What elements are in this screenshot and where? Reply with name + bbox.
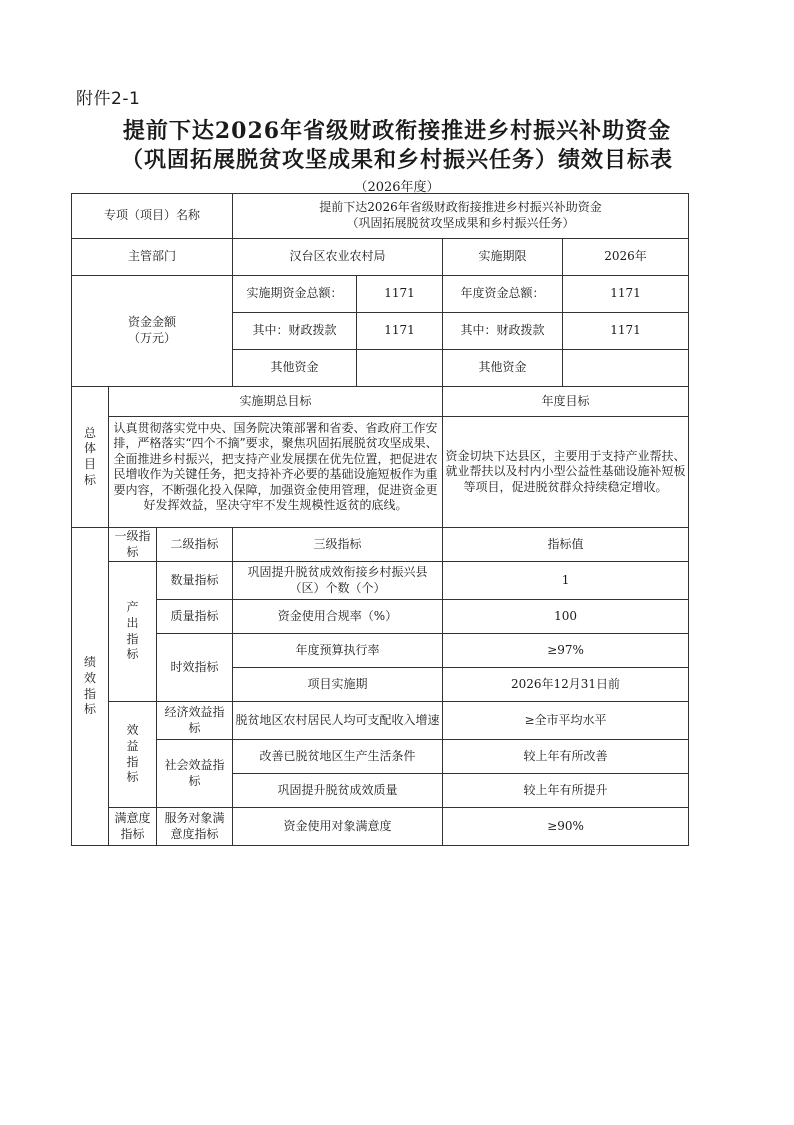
indicator-header-row xyxy=(72,528,689,562)
document-title-line-2: （巩固拓展脱贫攻坚成果和乡村振兴任务）绩效目标表 xyxy=(120,147,673,173)
level2-cell: 社会效益指标 xyxy=(157,740,233,808)
value-cell: ≥全市平均水平 xyxy=(443,702,689,740)
level2-cell: 经济效益指标 xyxy=(157,702,233,740)
goals-header-row xyxy=(72,387,689,417)
indicator-row xyxy=(72,562,689,600)
funds-row-total xyxy=(72,276,689,313)
value-cell: 2026年12月31日前 xyxy=(443,668,689,702)
level2-header: 二级指标 xyxy=(157,528,233,562)
level3-cell: 巩固提升脱贫成效质量 xyxy=(233,774,443,808)
indicators-section-label: 绩 效 指 标 xyxy=(72,528,109,846)
annual-goal-header: 年度目标 xyxy=(443,387,689,417)
annual-goal-text: 资金切块下达县区，主要用于支持产业帮扶、就业帮扶以及村内小型公益性基础设施补短板等项目，促进脱贫群众持续稳定增收。 xyxy=(443,417,689,528)
goals-section-label: 总 体 目 标 xyxy=(72,387,109,528)
indicator-row xyxy=(72,600,689,634)
funds-annual-value: 1171 xyxy=(563,276,689,313)
level1-header: 一级指标 xyxy=(109,528,157,562)
level3-cell: 改善已脱贫地区生产生活条件 xyxy=(233,740,443,774)
project-row xyxy=(72,194,689,239)
funds-annual-fiscal-label: 其中：财政拨款 xyxy=(443,313,563,350)
attachment-label: 附件2-1 xyxy=(76,89,141,109)
value-cell: 1 xyxy=(443,562,689,600)
indicator-row xyxy=(72,740,689,774)
value-cell: 较上年有所改善 xyxy=(443,740,689,774)
value-header: 指标值 xyxy=(443,528,689,562)
project-label: 专项（项目）名称 xyxy=(72,194,233,239)
level3-header: 三级指标 xyxy=(233,528,443,562)
value-cell: 较上年有所提升 xyxy=(443,774,689,808)
project-name xyxy=(233,194,689,239)
indicator-row xyxy=(72,702,689,740)
indicator-row xyxy=(72,634,689,668)
level3-cell: 项目实施期 xyxy=(233,668,443,702)
funds-other-value xyxy=(357,350,443,387)
level2-cell: 数量指标 xyxy=(157,562,233,600)
level3-cell: 资金使用合规率（%） xyxy=(233,600,443,634)
satisfaction-indicators-label: 满意度指标 xyxy=(109,808,157,846)
funds-total-label: 实施期资金总额： xyxy=(233,276,357,313)
level2-cell: 服务对象满意度指标 xyxy=(157,808,233,846)
period-label: 实施期限 xyxy=(443,239,563,276)
indicator-row xyxy=(72,808,689,846)
level3-cell: 年度预算执行率 xyxy=(233,634,443,668)
period-goal-text: 认真贯彻落实党中央、国务院决策部署和省委、省政府工作安排，严格落实“四个不摘”要求，聚焦巩固拓展脱贫攻坚成果、全面推进乡村振兴，把支持产业发展摆在优先位置，把促进农民增收作为关键任务，把支持补齐必要的基础设施短板作为重要内容，不断强化投入保障，加强资金使用管理，促进资金更好发挥效益，坚决守牢不发生规模性返贫的底线。 xyxy=(109,417,443,528)
performance-target-table xyxy=(71,193,689,846)
value-cell: ≥97% xyxy=(443,634,689,668)
level3-cell: 巩固提升脱贫成效衔接乡村振兴县（区）个数（个） xyxy=(233,562,443,600)
level2-cell: 质量指标 xyxy=(157,600,233,634)
level2-cell: 时效指标 xyxy=(157,634,233,702)
dept-value: 汉台区农业农村局 xyxy=(233,239,443,276)
year-label: （2026年度） xyxy=(354,180,440,195)
funds-annual-other-value xyxy=(563,350,689,387)
benefit-indicators-label: 效 益 指 标 xyxy=(109,702,157,808)
funds-label-line-2: （万元） xyxy=(127,331,176,345)
goals-text-row xyxy=(72,417,689,528)
funds-annual-label: 年度资金总额： xyxy=(443,276,563,313)
level3-cell: 资金使用对象满意度 xyxy=(233,808,443,846)
funds-annual-other-label: 其他资金 xyxy=(443,350,563,387)
funds-label-line-1: 资金金额 xyxy=(127,315,176,330)
funds-fiscal-label: 其中：财政拨款 xyxy=(233,313,357,350)
dept-label: 主管部门 xyxy=(72,239,233,276)
value-cell: 100 xyxy=(443,600,689,634)
funds-other-label: 其他资金 xyxy=(233,350,357,387)
level3-cell: 脱贫地区农村居民人均可支配收入增速 xyxy=(233,702,443,740)
period-goal-header: 实施期总目标 xyxy=(109,387,443,417)
period-value: 2026年 xyxy=(563,239,689,276)
project-name-line-2: （巩固拓展脱贫攻坚成果和乡村振兴任务） xyxy=(346,216,575,230)
value-cell: ≥90% xyxy=(443,808,689,846)
dept-row xyxy=(72,239,689,276)
funds-total-value: 1171 xyxy=(357,276,443,313)
output-indicators-label: 产 出 指 标 xyxy=(109,562,157,702)
funds-label xyxy=(72,276,233,387)
project-name-line-1: 提前下达2026年省级财政衔接推进乡村振兴补助资金 xyxy=(319,200,602,215)
funds-fiscal-value: 1171 xyxy=(357,313,443,350)
funds-annual-fiscal-value: 1171 xyxy=(563,313,689,350)
document-title-line-1: 提前下达2026年省级财政衔接推进乡村振兴补助资金 xyxy=(122,118,672,144)
